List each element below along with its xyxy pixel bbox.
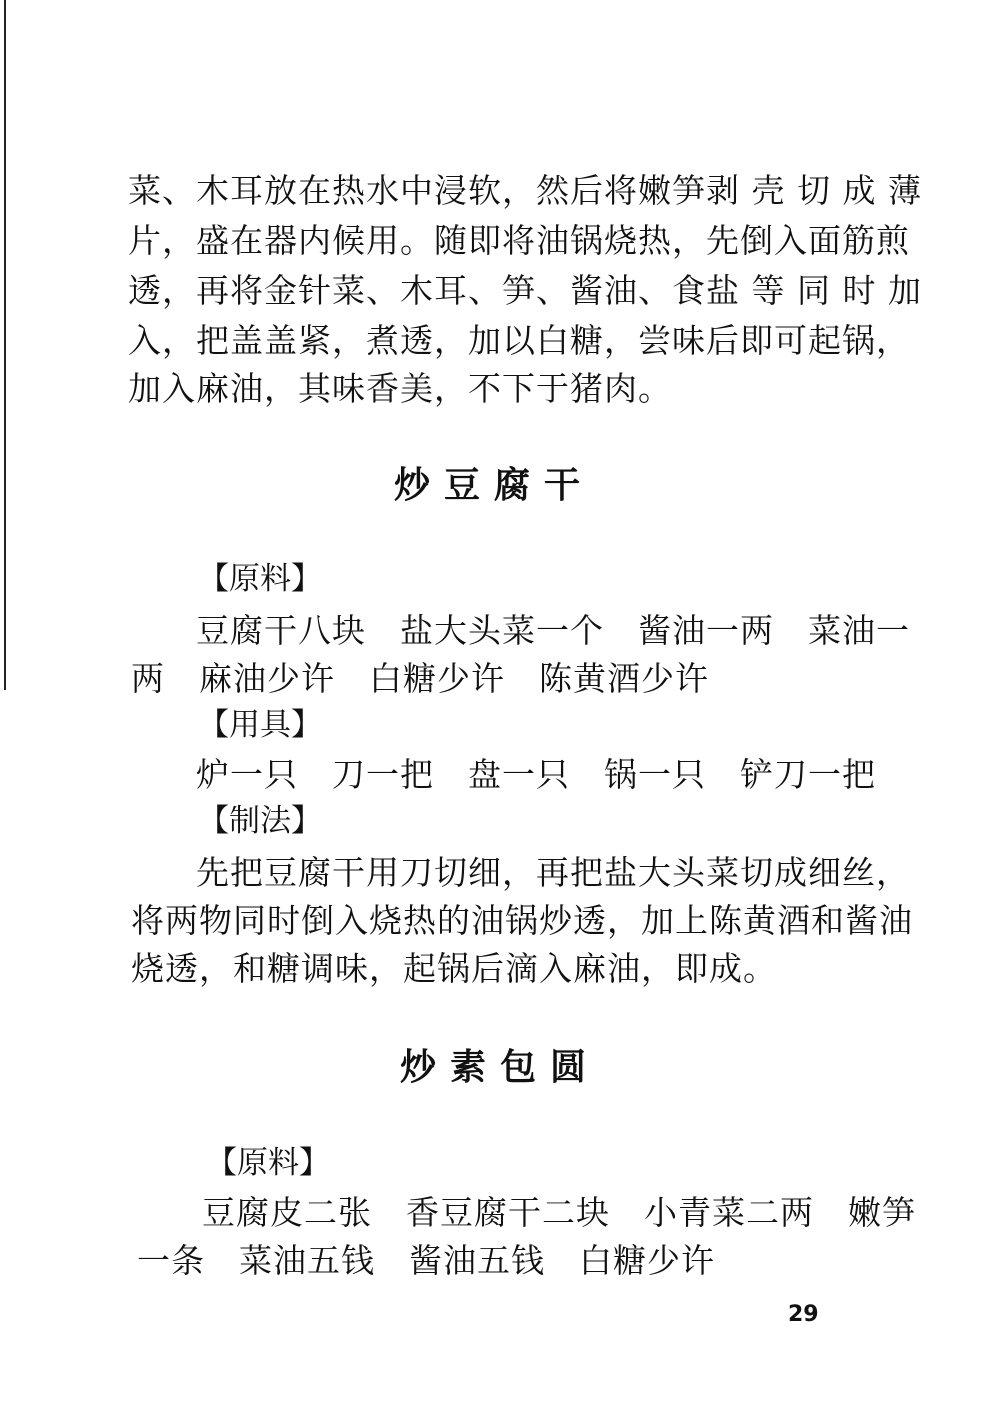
recipe1-ingredients-label: 【原料】 [198, 561, 322, 597]
recipe1-ingredients-line-1: 豆腐干八块 盐大头菜一个 酱油一两 菜油一 [196, 611, 910, 650]
recipe2-ingredients-line-1: 豆腐皮二张 香豆腐干二块 小青菜二两 嫩笋 [202, 1193, 916, 1232]
recipe1-method-line-2: 将两物同时倒入烧热的油锅炒透，加上陈黄酒和酱油 [131, 901, 913, 940]
recipe2-ingredients-line-2: 一条 菜油五钱 酱油五钱 白糖少许 [137, 1241, 715, 1280]
intro-line-1: 菜、木耳放在热水中浸软，然后将嫩笋剥 壳 切 成 薄 [128, 171, 922, 210]
recipe1-tools-label: 【用具】 [198, 707, 322, 743]
recipe1-title: 炒豆腐干 [394, 465, 595, 506]
page-number: 29 [788, 1302, 819, 1327]
scan-edge-line [4, 0, 6, 690]
recipe2-title: 炒素包圆 [400, 1047, 601, 1088]
recipe1-method-label: 【制法】 [198, 803, 322, 839]
recipe1-tools-line: 炉一只 刀一把 盘一只 锅一只 铲刀一把 [196, 755, 876, 794]
intro-line-4: 入，把盖盖紧，煮透，加以白糖，尝味后即可起锅， [128, 321, 910, 360]
recipe1-ingredients-line-2: 两 麻油少许 白糖少许 陈黄酒少许 [131, 659, 709, 698]
intro-line-5: 加入麻油，其味香美，不下于猪肉。 [128, 369, 672, 408]
recipe2-ingredients-label: 【原料】 [206, 1145, 330, 1181]
intro-line-3: 透，再将金针菜、木耳、笋、酱油、食盐 等 同 时 加 [128, 271, 922, 310]
recipe1-method-line-1: 先把豆腐干用刀切细，再把盐大头菜切成细丝， [196, 853, 910, 892]
recipe1-method-line-3: 烧透，和糖调味，起锅后滴入麻油，即成。 [131, 949, 777, 988]
intro-line-2: 片，盛在器内候用。随即将油锅烧热，先倒入面筋煎 [128, 221, 910, 260]
